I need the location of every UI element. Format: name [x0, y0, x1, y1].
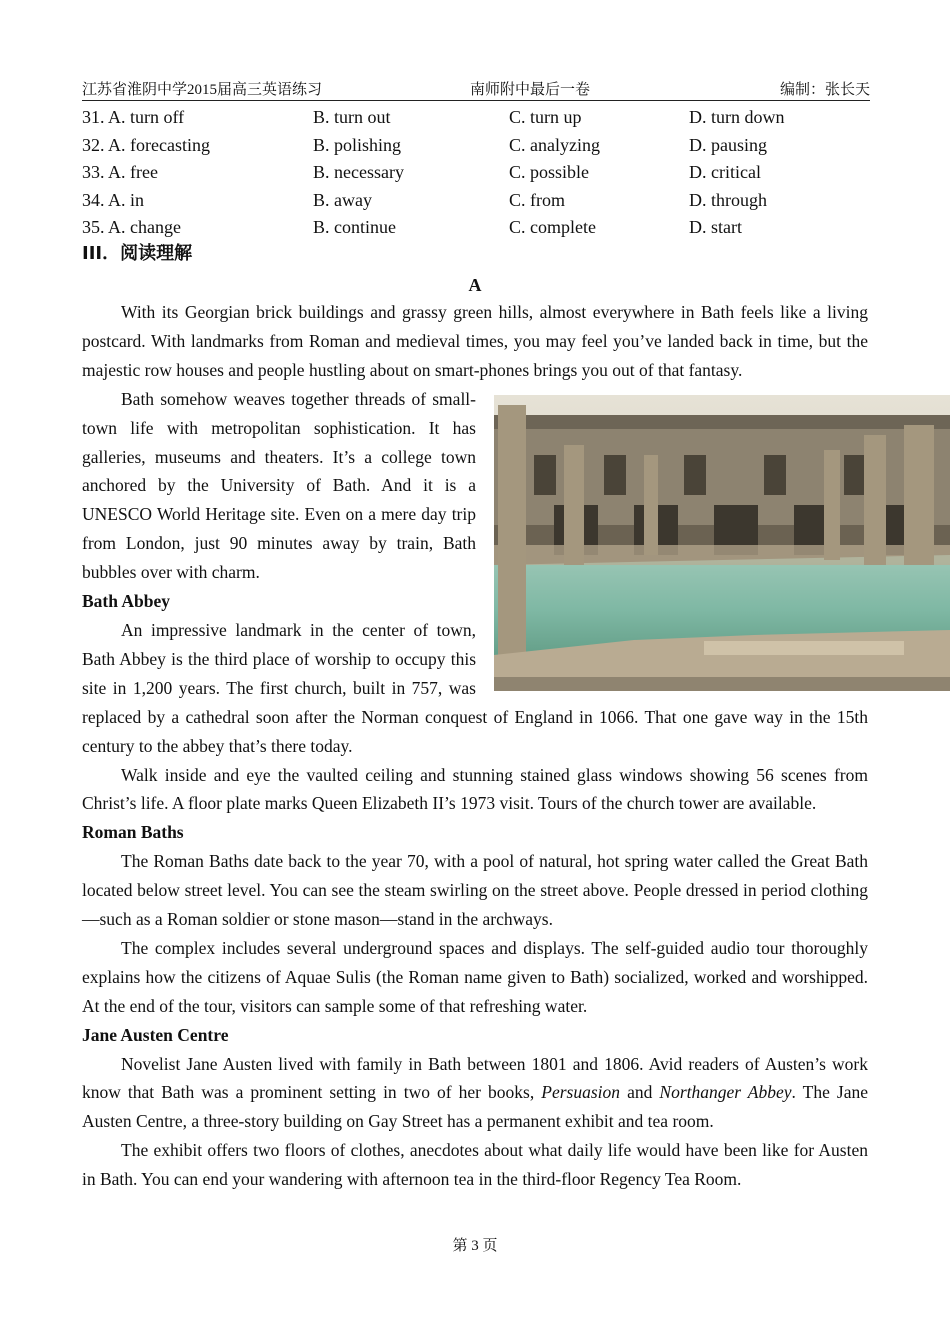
option-c: C. possible: [509, 162, 590, 182]
option-d: D. start: [689, 217, 742, 237]
page-number: 第 3 页: [452, 1238, 498, 1254]
header-editor: 编制：张长天: [779, 82, 870, 98]
option-d: D. critical: [689, 162, 761, 182]
subheading-bath-abbey: Bath Abbey: [82, 591, 171, 612]
option-a: 32. A. forecasting: [82, 134, 210, 155]
option-b: B. away: [313, 189, 372, 210]
option-row-34: [82, 187, 872, 215]
subheading-roman-baths: Roman Baths: [82, 822, 184, 843]
option-a: 35. A. change: [82, 217, 181, 237]
book-title: Northanger Abbey: [659, 1082, 792, 1103]
page-header: [82, 80, 870, 101]
paragraph: The exhibit offers two floors of clothes, anecdotes about what daily life would have been like for Austen in Bath. You can end your wandering with afternoon tea in the third-floor Regency Tea Room.: [82, 1140, 868, 1190]
option-c: C. analyzing: [509, 134, 600, 155]
option-d: D. turn down: [689, 107, 785, 127]
subheading-jane-austen-centre: Jane Austen Centre: [82, 1024, 229, 1045]
option-b: B. polishing: [313, 134, 402, 155]
option-a: 31. A. turn off: [82, 107, 185, 127]
option-row-35: [82, 214, 872, 242]
option-c: C. turn up: [509, 107, 582, 127]
text-run: . The Jane Austen Centre, a three-story building on Gay Street has a permanent exhibit and tea room.: [82, 1082, 868, 1132]
text-run: and: [620, 1082, 660, 1103]
option-b: B. continue: [313, 217, 396, 237]
answer-options: [82, 104, 872, 242]
paragraph: The complex includes several underground spaces and displays. The self-guided audio tour thoroughly explains how the citizens of Aquae Sulis (the Roman name given to Bath) socialized, worked and worshipped. At the end of the tour, visitors can sample some of that refreshing water.: [82, 937, 868, 1016]
option-row-32: [82, 132, 872, 160]
paragraph: The Roman Baths date back to the year 70, with a pool of natural, hot spring water called the Great Bath located below street level. You can see the steam swirling on the street above. People dressed in period clothing—such as a Roman soldier or stone mason—stand in the archways.: [82, 851, 868, 930]
option-a: 33. A. free: [82, 162, 158, 182]
text-run: Novelist Jane Austen lived with family in Bath between 1801 and 1806. Avid readers of Austen’s work know that Bath was a prominent setting in two of her books,: [82, 1053, 868, 1103]
section-title: III．阅读理解: [82, 243, 193, 264]
header-school: 江苏省淮阴中学2015届高三英语练习: [82, 82, 323, 98]
option-d: D. through: [689, 189, 767, 210]
header-exam: 南师附中最后一卷: [470, 82, 591, 98]
paragraph: An impressive landmark in the center of town, Bath Abbey is the third place of worship to occupy this site in 1,200 years. The first church, built in 757, was replaced by a cathedral soon after the Norman conquest of England in 1066. That one gave way in the 15th century to the abbey that’s there today.: [82, 619, 868, 756]
paragraph: Walk inside and eye the vaulted ceiling and stunning stained glass windows showing 56 scenes from Christ’s life. A floor plate marks Queen Elizabeth II’s 1973 visit. Tours of the church tower are available.: [82, 764, 868, 814]
option-c: C. complete: [509, 217, 596, 237]
roman-baths-photo: [494, 395, 950, 691]
passage-title: A: [468, 275, 482, 295]
option-a: 34. A. in: [82, 189, 145, 210]
paragraph: [82, 1050, 868, 1137]
book-title: Persuasion: [541, 1082, 621, 1103]
paragraph: With its Georgian brick buildings and grassy green hills, almost everywhere in Bath feels like a living postcard. With landmarks from Roman and medieval times, you may feel you’ve landed back in time, but the majestic row houses and people hustling about on smart-phones brings you out of that fantasy.: [82, 302, 868, 380]
option-c: C. from: [509, 189, 565, 210]
passage-body: [82, 298, 868, 1194]
option-row-31: [82, 104, 872, 132]
option-b: B. turn out: [313, 107, 391, 127]
paragraph: Bath somehow weaves together threads of small-town life with metropolitan sophistication. It has galleries, museums and theaters. It’s a college town anchored by the University of Bath. And it is a UNESCO World Heritage site. Even on a mere day trip from London, just 90 minutes away by train, Bath bubbles over with charm.: [82, 388, 476, 583]
option-b: B. necessary: [313, 162, 404, 182]
option-d: D. pausing: [689, 134, 767, 155]
option-row-33: [82, 159, 872, 187]
